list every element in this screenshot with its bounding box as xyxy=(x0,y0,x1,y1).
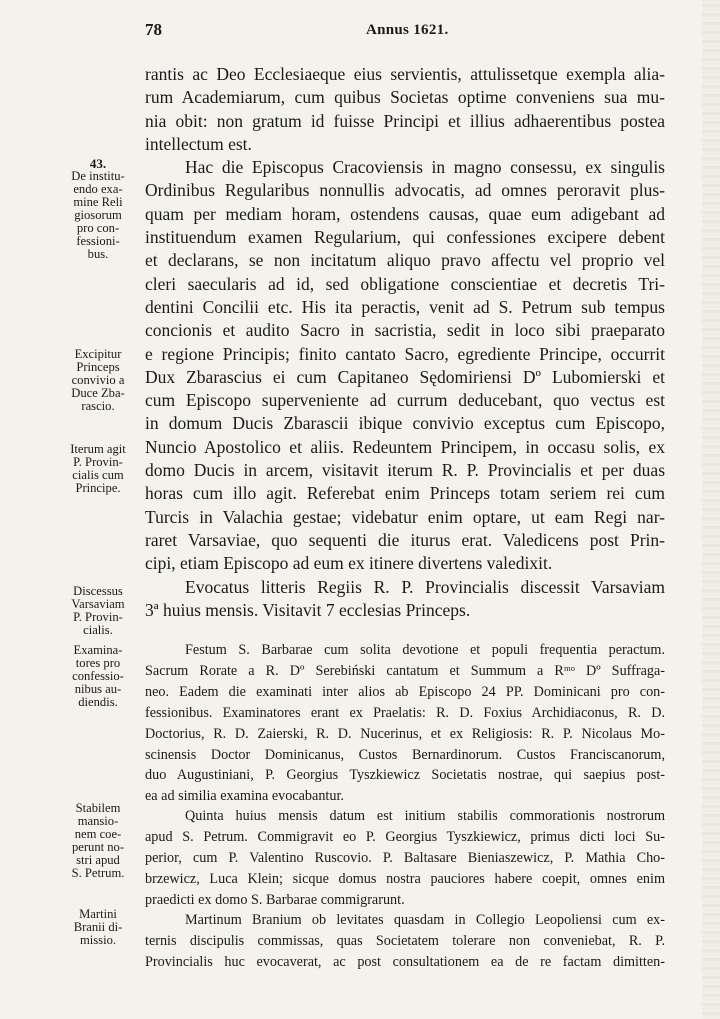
text-line: et declarans, se non incitatum aliquo pravo affectu vel proprio vel xyxy=(145,250,665,271)
text-line: Quinta huius mensis datum est initium stabilis commorationis nostrorum xyxy=(185,808,665,824)
text-line: ea ad similia examina evocabantur. xyxy=(145,788,344,805)
text-line: Doctorius, R. D. Zaierski, R. D. Nucerinus, et ex Religiosis: R. P. Nicolaus Mo- xyxy=(145,725,665,742)
margin-line: confessio- xyxy=(72,669,124,683)
margin-line: Excipitur xyxy=(74,347,122,361)
text-line: cipi, etiam Episcopo ad eum ex itinere divertens valedixit. xyxy=(145,553,553,574)
margin-note-discessus xyxy=(56,585,140,637)
text-line: Turcis in Valachia gestae; videbatur enim optare, ut eam Regi nar- xyxy=(145,506,665,527)
text-line: Ordinibus Regularibus nonnullis advocatis, ad omnes peroravit plus- xyxy=(145,180,665,201)
text-line: rum Academiarum, cum quibus Societas optime conveniens sua mu- xyxy=(145,87,665,108)
margin-line: mansio- xyxy=(77,814,119,828)
text-line: Dux Zbarascius ei cum Capitaneo Sędomiriensi Dº Lubomierski et xyxy=(145,366,665,387)
margin-line: Discessus xyxy=(73,584,123,598)
text-line: quam per mediam horam, ostendens causas, quae eum adigebant ad xyxy=(145,203,665,224)
text-line: raret Varsaviae, quo sequenti die iturus erat. Valedicens post Prin- xyxy=(145,529,665,550)
margin-line: Varsaviam xyxy=(71,597,125,611)
margin-line: missio. xyxy=(79,933,117,947)
margin-line: cialis. xyxy=(83,623,113,637)
margin-line: P. Provin- xyxy=(73,610,123,624)
margin-line: P. Provin- xyxy=(73,455,123,469)
margin-note-convivio xyxy=(56,348,140,413)
margin-line: giosorum xyxy=(74,208,122,222)
small-paragraph-barbara xyxy=(145,640,665,807)
running-head: Annus 1621. xyxy=(366,22,449,38)
page-edge-shadow xyxy=(702,0,720,1019)
margin-line: Martini xyxy=(79,907,117,921)
page-number: 78 xyxy=(145,20,162,39)
text-line: perior, cum P. Valentino Ruscovio. P. Baltasare Bieniaszewicz, P. Mathia Cho- xyxy=(145,849,665,866)
section-number: 43. xyxy=(89,156,107,171)
margin-line: nibus au- xyxy=(74,682,122,696)
text-line: cum Episcopo superveniente ad currum deducebant, quo vectus est xyxy=(145,390,665,411)
margin-line: bus. xyxy=(87,247,109,261)
margin-line: Principe. xyxy=(75,481,121,495)
text-line: Evocatus litteris Regiis R. P. Provincialis discessit Varsaviam xyxy=(185,576,665,597)
margin-line: Iterum agit xyxy=(70,442,126,456)
text-line: nia obit: non gratum id fuisse Principi et illius adhaerentibus postea xyxy=(145,110,665,131)
margin-note-stabilem xyxy=(56,802,140,880)
text-line: brzewicz, Luca Klein; sicque domus nostra pauciores habere coepit, omnes enim xyxy=(145,870,665,887)
margin-note-examen xyxy=(56,157,140,261)
margin-line: stri apud xyxy=(76,853,120,867)
margin-line: Princeps xyxy=(76,360,120,374)
small-paragraph-petrum xyxy=(145,806,665,911)
margin-note-iterum xyxy=(56,443,140,495)
margin-note-examinatores xyxy=(56,644,140,709)
main-text xyxy=(145,63,665,622)
margin-line: Duce Zba- xyxy=(71,386,125,400)
margin-line: De institu- xyxy=(71,169,125,183)
text-line: instituendum examen Regularium, qui confessiones excipere debent xyxy=(145,227,665,248)
text-line: Nuncio Apostolico et aliis. Redeuntem Principem, in occasu solis, ex xyxy=(145,436,665,457)
text-line: e regione Principis; finito cantato Sacro, egrediente Principe, occurrit xyxy=(145,343,665,364)
margin-line: Branii di- xyxy=(73,920,123,934)
margin-line: S. Petrum. xyxy=(71,866,125,880)
margin-line: mine Reli xyxy=(73,195,123,209)
margin-line: tores pro xyxy=(75,656,121,670)
text-line: Martinum Branium ob levitates quasdam in Collegio Leopoliensi cum ex- xyxy=(185,912,665,928)
margin-line: cialis cum xyxy=(72,468,124,482)
text-line: 3ª huius mensis. Visitavit 7 ecclesias Princeps. xyxy=(145,599,471,620)
margin-line: fessioni- xyxy=(76,234,120,248)
margin-note-martini xyxy=(56,908,140,947)
text-line: ternis discipulis commissas, quas Societatem tolerare non conveniebat, R. P. xyxy=(145,932,665,949)
small-paragraph-branium xyxy=(145,910,665,973)
margin-line: Examina- xyxy=(73,643,123,657)
text-line: intellectum est. xyxy=(145,133,252,154)
margin-line: Stabilem xyxy=(75,801,121,815)
margin-line: convivio a xyxy=(71,373,125,387)
text-line: Hac die Episcopus Cracoviensis in magno consessu, ex singulis xyxy=(185,157,665,178)
text-line: fessionibus. Examinatores erant ex Praelatis: R. D. Foxius Archidiaconus, R. D. xyxy=(145,704,665,721)
margin-line: nem coe- xyxy=(74,827,122,841)
text-line: Festum S. Barbarae cum solita devotione et populi frequentia peractum. xyxy=(185,642,665,658)
text-line: scinensis Doctor Dominicanus, Custos Bernardinorum. Custos Franciscanorum, xyxy=(145,746,665,763)
margin-line: endo exa- xyxy=(73,182,123,196)
margin-line: pro con- xyxy=(76,221,120,235)
text-line: praedicti ex domo S. Barbarae commigrarunt. xyxy=(145,891,405,908)
text-line: domo Ducis in arcem, visitavit iterum R. P. Provincialis et per duas xyxy=(145,460,665,481)
text-line: Provincialis huc evocaverat, ac post consultationem ea de re factam dimitten- xyxy=(145,953,665,970)
text-line: cleri saecularis ad id, sed obligatione conscientiae et decretis Tri- xyxy=(145,273,665,294)
text-line: concionis et audito Sacro in sacristia, sedit in loco sibi praeparato xyxy=(145,320,665,341)
text-line: neo. Eadem die examinati inter alios ab Episcopo 24 PP. Dominicani pro con- xyxy=(145,683,665,700)
margin-line: rascio. xyxy=(81,399,115,413)
margin-line: diendis. xyxy=(78,695,118,709)
text-line: in domum Ducis Zbarascii ibique convivio exceptus cum Episcopo, xyxy=(145,413,665,434)
margin-line: perunt no- xyxy=(71,840,125,854)
text-line: apud S. Petrum. Commigravit eo P. Georgius Tyszkiewicz, primus dicti loci Su- xyxy=(145,828,665,845)
text-line: dentini Concilii etc. His ita peractis, venit ad S. Petrum sub tempus xyxy=(145,296,665,317)
text-line: Sacrum Rorate a R. Dº Serebiński cantatum et Summum a Rᵐᵒ Dº Suffraga- xyxy=(145,662,665,679)
text-line: horas cum illo agit. Referebat enim Princeps totam seriem rei cum xyxy=(145,483,665,504)
text-line: duo Augustiniani, P. Georgius Tyszkiewicz Societatis nostrae, qui saepius post- xyxy=(145,767,665,784)
text-line: rantis ac Deo Ecclesiaeque eius servientis, attulissetque exempla alia- xyxy=(145,64,665,84)
